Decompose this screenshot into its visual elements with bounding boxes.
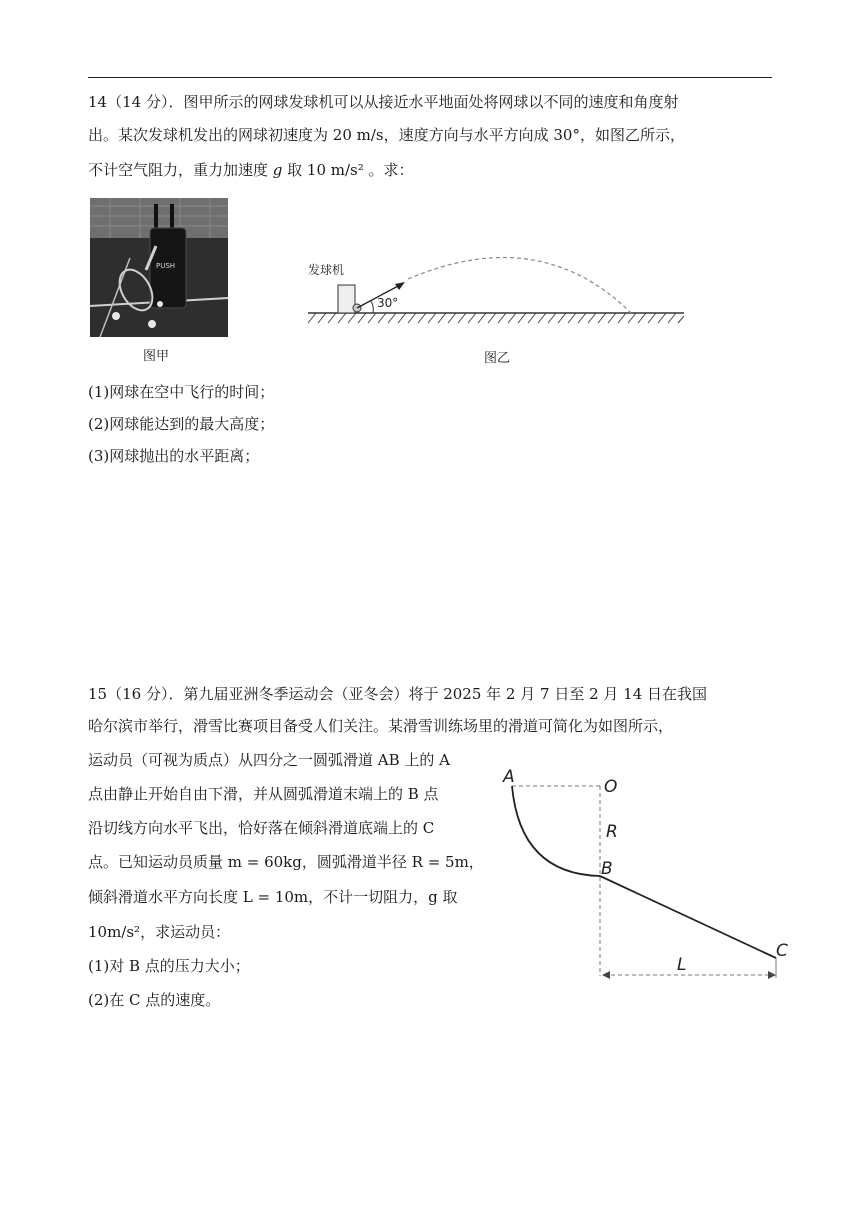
q14-sub-1: (1)网球在空中飞行的时间； [88,383,275,401]
q15-sub-2: (2)在 C 点的速度。 [88,991,221,1009]
q14-line-3-post: 取 10 m/s² 。求： [282,161,414,179]
slope-bc [600,876,776,958]
angle-arc [370,300,373,313]
machine-box [338,285,355,313]
figure-a-caption: 图甲 [143,349,170,364]
ground-hatching [308,313,684,323]
q15-line-8: 10m/s²，求运动员： [88,923,231,941]
angle-label: 30° [377,296,399,310]
q14-line-3 [88,160,414,180]
label-r: R [606,822,618,842]
q14-line-3-pre: 不计空气阻力，重力加速度 [88,161,273,179]
q14-line-1: 14（14 分）．图甲所示的网球发球机可以从接近水平地面处将网球以不同的速度和角度射 [88,93,679,111]
q15-line-7: 倾斜滑道水平方向长度 L = 10m，不计一切阻力，g 取 [88,888,458,906]
trajectory-diagram [300,245,690,335]
q15-line-2: 哈尔滨市举行，滑雪比赛项目备受人们关注。某滑雪训练场里的滑道可简化为如图所示， [88,717,674,735]
q14-sub-2: (2)网球能达到的最大高度； [88,415,275,433]
q15-line-5: 沿切线方向水平飞出，恰好落在倾斜滑道底端上的 C [88,819,435,837]
q14-line-2: 出。某次发球机发出的网球初速度为 20 m/s，速度方向与水平方向成 30°，如图乙所示， [88,126,685,144]
tennis-machine-photo [90,198,228,337]
photo-brand-text: PUSH [156,262,176,270]
machine-label: 发球机 [308,263,345,277]
label-o: O [604,777,618,797]
q14-sub-3: (3)网球抛出的水平距离； [88,447,260,465]
ski-track-diagram [500,762,800,988]
label-a: A [503,767,515,787]
q15-line-1: 15（16 分）．第九届亚洲冬季运动会（亚冬会）将于 2025 年 2 月 7 日至 2 月 14 日在我国 [88,685,708,703]
q15-line-3: 运动员（可视为质点）从四分之一圆弧滑道 AB 上的 A [88,751,450,769]
q15-sub-1: (1)对 B 点的压力大小； [88,957,250,975]
header-rule [88,77,772,78]
label-l: L [677,955,687,975]
q15-line-6: 点。已知运动员质量 m = 60kg，圆弧滑道半径 R = 5m， [88,853,484,871]
arc-ab [512,786,600,876]
q14-g-symbol: g [272,161,283,179]
q15-line-4: 点由静止开始自由下滑，并从圆弧滑道末端上的 B 点 [88,785,439,803]
trajectory-dashed [408,258,631,313]
label-b: B [601,859,613,879]
figure-b-caption: 图乙 [484,351,511,366]
label-c: C [776,941,788,961]
